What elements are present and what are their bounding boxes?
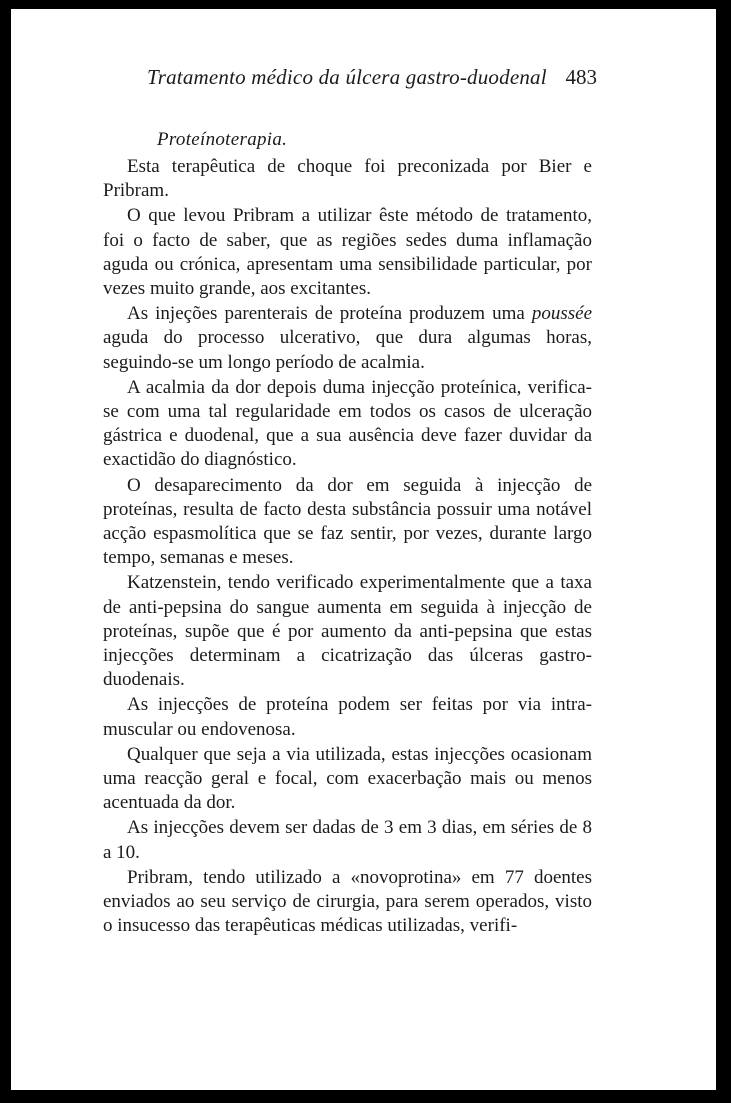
paragraph: As injecções de proteína podem ser feitas por via intra-muscular ou endovenosa.: [103, 694, 592, 740]
book-page: [11, 9, 716, 1090]
paragraph: Katzenstein, tendo verificado experimentalmente que a taxa de anti-pepsina do sangue aumenta em seguida à injecção de proteínas, supõe que é por aumento da anti-pepsina que estas injecções determinam a cicatrização das úlceras gastro-duodenais.: [103, 572, 592, 691]
paragraph: A acalmia da dor depois duma injecção proteínica, verifica-se com uma tal regularidade em todos os casos de ulceração gástrica e duodenal, que a sua ausência deve fazer duvidar da exactidão do diagnóstico.: [103, 376, 592, 471]
running-title: Tratamento médico da úlcera gastro-duodenal: [147, 65, 547, 89]
paragraph: Qualquer que seja a via utilizada, estas injecções ocasionam uma reacção geral e focal, com exacerbação mais ou menos acentuada da dor.: [103, 743, 592, 814]
italic-term: poussée: [531, 303, 592, 325]
paragraph: O desaparecimento da dor em seguida à injecção de proteínas, resulta de facto desta substância possuir uma notável acção espasmolítica que se faz sentir, por vezes, durante largo tempo, semanas e meses.: [103, 474, 592, 569]
paragraph: [103, 302, 592, 375]
paragraph-text: aguda do processo ulcerativo, que dura algumas horas, seguindo-se um longo período de acalmia.: [103, 327, 592, 373]
paragraph: O que levou Pribram a utilizar êste método de tratamento, foi o facto de saber, que as regiões sedes duma inflamação aguda ou crónica, apresentam uma sensibilidade particular, por vezes muito grande, aos excitantes.: [103, 205, 592, 300]
paragraph: Esta terapêutica de choque foi preconizada por Bier e Pribram.: [103, 156, 592, 202]
paragraph-text: As injeções parenterais de proteína produzem uma: [127, 303, 532, 325]
paragraph: As injecções devem ser dadas de 3 em 3 dias, em séries de 8 a 10.: [103, 817, 592, 863]
page-number: 483: [565, 65, 597, 89]
body-text: [103, 155, 592, 939]
section-title: Proteínoterapia.: [157, 129, 288, 150]
paragraph: Pribram, tendo utilizado a «novoprotina» em 77 doentes enviados ao seu serviço de cirurgia, para serem operados, visto o insucesso das terapêuticas médicas utilizadas, verifi-: [103, 866, 592, 937]
page-header: [147, 65, 597, 90]
